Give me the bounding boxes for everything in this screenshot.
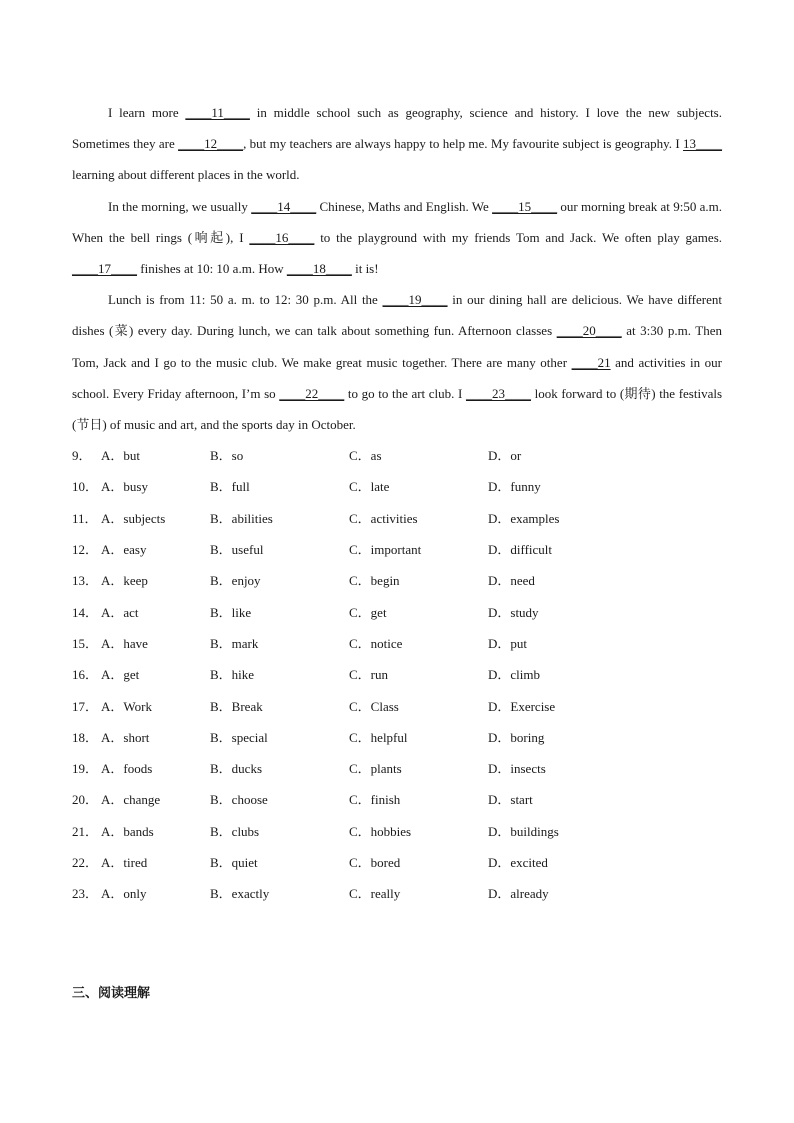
option-d: D．or bbox=[488, 448, 522, 464]
section-heading: 三、阅读理解 bbox=[72, 986, 151, 1001]
passage-text: In the morning, we usually bbox=[108, 198, 252, 214]
option-a: A．bands bbox=[101, 823, 154, 839]
question-row bbox=[72, 533, 732, 564]
passage-text: and activities in our school. Every Friday afternoon, I’m so bbox=[72, 354, 723, 401]
question-row bbox=[72, 815, 732, 846]
option-b: B．exactly bbox=[210, 886, 270, 902]
option-a: A．but bbox=[101, 448, 141, 464]
option-a: A．short bbox=[101, 729, 150, 745]
option-b: B．useful bbox=[210, 542, 264, 558]
question-number: 11． bbox=[72, 510, 98, 526]
option-c: C．hobbies bbox=[349, 823, 412, 839]
option-b: B．hike bbox=[210, 667, 255, 683]
question-number: 9． bbox=[72, 448, 92, 464]
option-b: B．ducks bbox=[210, 761, 263, 777]
cloze-passage bbox=[72, 97, 722, 440]
option-c: C．run bbox=[349, 667, 389, 683]
option-d: D．Exercise bbox=[488, 698, 556, 714]
option-d: D．buildings bbox=[488, 823, 559, 839]
option-d: D．climb bbox=[488, 667, 540, 683]
question-number: 13． bbox=[72, 573, 99, 589]
option-d: D．already bbox=[488, 886, 549, 902]
option-a: A．get bbox=[101, 667, 140, 683]
option-d: D．insects bbox=[488, 761, 546, 777]
question-row bbox=[72, 846, 732, 877]
option-b: B．clubs bbox=[210, 823, 260, 839]
option-a: A．Work bbox=[101, 698, 152, 714]
blank-12: ____12____ bbox=[178, 136, 244, 152]
passage-text: finishes at 10: 10 a.m. How bbox=[137, 261, 287, 277]
blank-14: ____14____ bbox=[251, 198, 317, 214]
question-number: 20． bbox=[72, 792, 99, 808]
option-d: D．excited bbox=[488, 855, 548, 870]
blank-20: ____20____ bbox=[556, 323, 622, 339]
option-b: B．enjoy bbox=[210, 573, 261, 589]
question-number: 10． bbox=[72, 479, 99, 495]
question-number: 21． bbox=[72, 823, 99, 839]
option-a: A．tired bbox=[101, 855, 148, 870]
question-number: 22． bbox=[72, 855, 99, 870]
option-d: D．need bbox=[488, 573, 535, 589]
option-b: B．like bbox=[210, 604, 252, 620]
passage-text: to go to the art club. I bbox=[344, 385, 466, 401]
option-a: A．easy bbox=[101, 542, 147, 558]
passage-text: I learn more bbox=[108, 105, 186, 120]
question-row bbox=[72, 564, 732, 595]
blank-19: ____19____ bbox=[382, 292, 448, 308]
option-c: C．Class bbox=[349, 698, 399, 714]
passage-text: Lunch is from 11: 50 a. m. to 12: 30 p.m. All the bbox=[108, 292, 383, 308]
question-row bbox=[72, 689, 732, 720]
option-a: A．busy bbox=[101, 479, 148, 495]
option-d: D．difficult bbox=[488, 542, 553, 558]
option-a: A．subjects bbox=[101, 510, 166, 526]
option-b: B．abilities bbox=[210, 510, 273, 526]
passage-text: , but my teachers are always happy to help me. My favourite subject is geography. I bbox=[243, 136, 684, 152]
option-c: C．finish bbox=[349, 792, 401, 808]
passage-text: to the playground with my friends Tom and Jack. We often play games. bbox=[314, 229, 722, 245]
option-c: C．plants bbox=[349, 761, 402, 777]
question-row bbox=[72, 595, 732, 626]
option-d: D．study bbox=[488, 604, 539, 620]
blank-23: ____23____ bbox=[465, 385, 531, 401]
blank-13: 13____ bbox=[683, 136, 723, 152]
question-number: 15． bbox=[72, 635, 99, 651]
question-number: 17． bbox=[72, 698, 99, 714]
option-a: A．keep bbox=[101, 573, 148, 589]
option-c: C．activities bbox=[349, 510, 418, 526]
question-row bbox=[72, 627, 732, 658]
option-c: C．as bbox=[349, 448, 382, 464]
question-number: 19． bbox=[72, 761, 99, 777]
answer-options-list bbox=[72, 439, 732, 908]
option-b: B．mark bbox=[210, 635, 259, 651]
paragraph-1 bbox=[72, 97, 722, 191]
blank-11: ____11____ bbox=[185, 105, 250, 120]
question-row bbox=[72, 658, 732, 689]
option-c: C．bored bbox=[349, 855, 401, 870]
option-d: D．boring bbox=[488, 729, 545, 745]
option-b: B．quiet bbox=[210, 855, 258, 870]
option-b: B．so bbox=[210, 448, 244, 464]
passage-text: it is! bbox=[351, 261, 379, 277]
option-d: D．start bbox=[488, 792, 533, 808]
blank-21: ____21 bbox=[571, 354, 611, 370]
option-c: C．notice bbox=[349, 635, 403, 651]
blank-18: ____18____ bbox=[286, 261, 352, 277]
passage-text: our morning break at 9:50 a.m. When the bell rings (响起), I bbox=[72, 198, 722, 245]
option-d: D．put bbox=[488, 635, 528, 651]
option-a: A．have bbox=[101, 635, 148, 651]
question-number: 23． bbox=[72, 886, 99, 902]
passage-text: Chinese, Maths and English. We bbox=[316, 198, 493, 214]
option-c: C．helpful bbox=[349, 729, 408, 745]
question-number: 18． bbox=[72, 729, 99, 745]
blank-16: ____16____ bbox=[249, 229, 315, 245]
passage-text: in middle school such as geography, science and history. I love the new subjects. Sometimes they are bbox=[72, 105, 722, 152]
option-a: A．foods bbox=[101, 761, 153, 777]
option-c: C．important bbox=[349, 542, 422, 558]
option-d: D．examples bbox=[488, 510, 560, 526]
blank-15: ____15____ bbox=[492, 198, 558, 214]
question-row bbox=[72, 721, 732, 752]
option-c: C．really bbox=[349, 886, 401, 902]
paragraph-2 bbox=[72, 191, 722, 285]
option-b: B．choose bbox=[210, 792, 268, 808]
blank-17: ____17____ bbox=[72, 261, 137, 277]
blank-22: ____22____ bbox=[279, 385, 345, 401]
option-b: B．Break bbox=[210, 698, 263, 714]
question-row bbox=[72, 502, 732, 533]
option-d: D．funny bbox=[488, 479, 541, 495]
passage-text: at 3:30 p.m. Then Tom, Jack and I go to the music club. We make great music together. There are many other bbox=[72, 323, 722, 370]
option-c: C．late bbox=[349, 479, 390, 495]
question-row bbox=[72, 783, 732, 814]
question-row bbox=[72, 470, 732, 501]
option-a: A．change bbox=[101, 792, 161, 808]
option-c: C．get bbox=[349, 604, 387, 620]
paragraph-3 bbox=[72, 284, 722, 440]
question-number: 14． bbox=[72, 604, 99, 620]
question-row bbox=[72, 877, 732, 908]
option-b: B．special bbox=[210, 729, 268, 745]
passage-text: in our dining hall are delicious. We have different dishes (菜) every day. During lunch, we can talk about something fun. Afternoon classes bbox=[72, 292, 722, 339]
question-number: 16． bbox=[72, 667, 99, 683]
option-a: A．act bbox=[101, 604, 139, 620]
option-b: B．full bbox=[210, 479, 250, 495]
option-c: C．begin bbox=[349, 573, 400, 589]
option-a: A．only bbox=[101, 886, 147, 902]
question-number: 12． bbox=[72, 542, 99, 558]
passage-text: look forward to (期待) the festivals (节日) of music and art, and the sports day in October. bbox=[72, 385, 723, 433]
question-row bbox=[72, 752, 732, 783]
passage-text: learning about different places in the world. bbox=[72, 167, 300, 183]
question-row bbox=[72, 439, 732, 470]
